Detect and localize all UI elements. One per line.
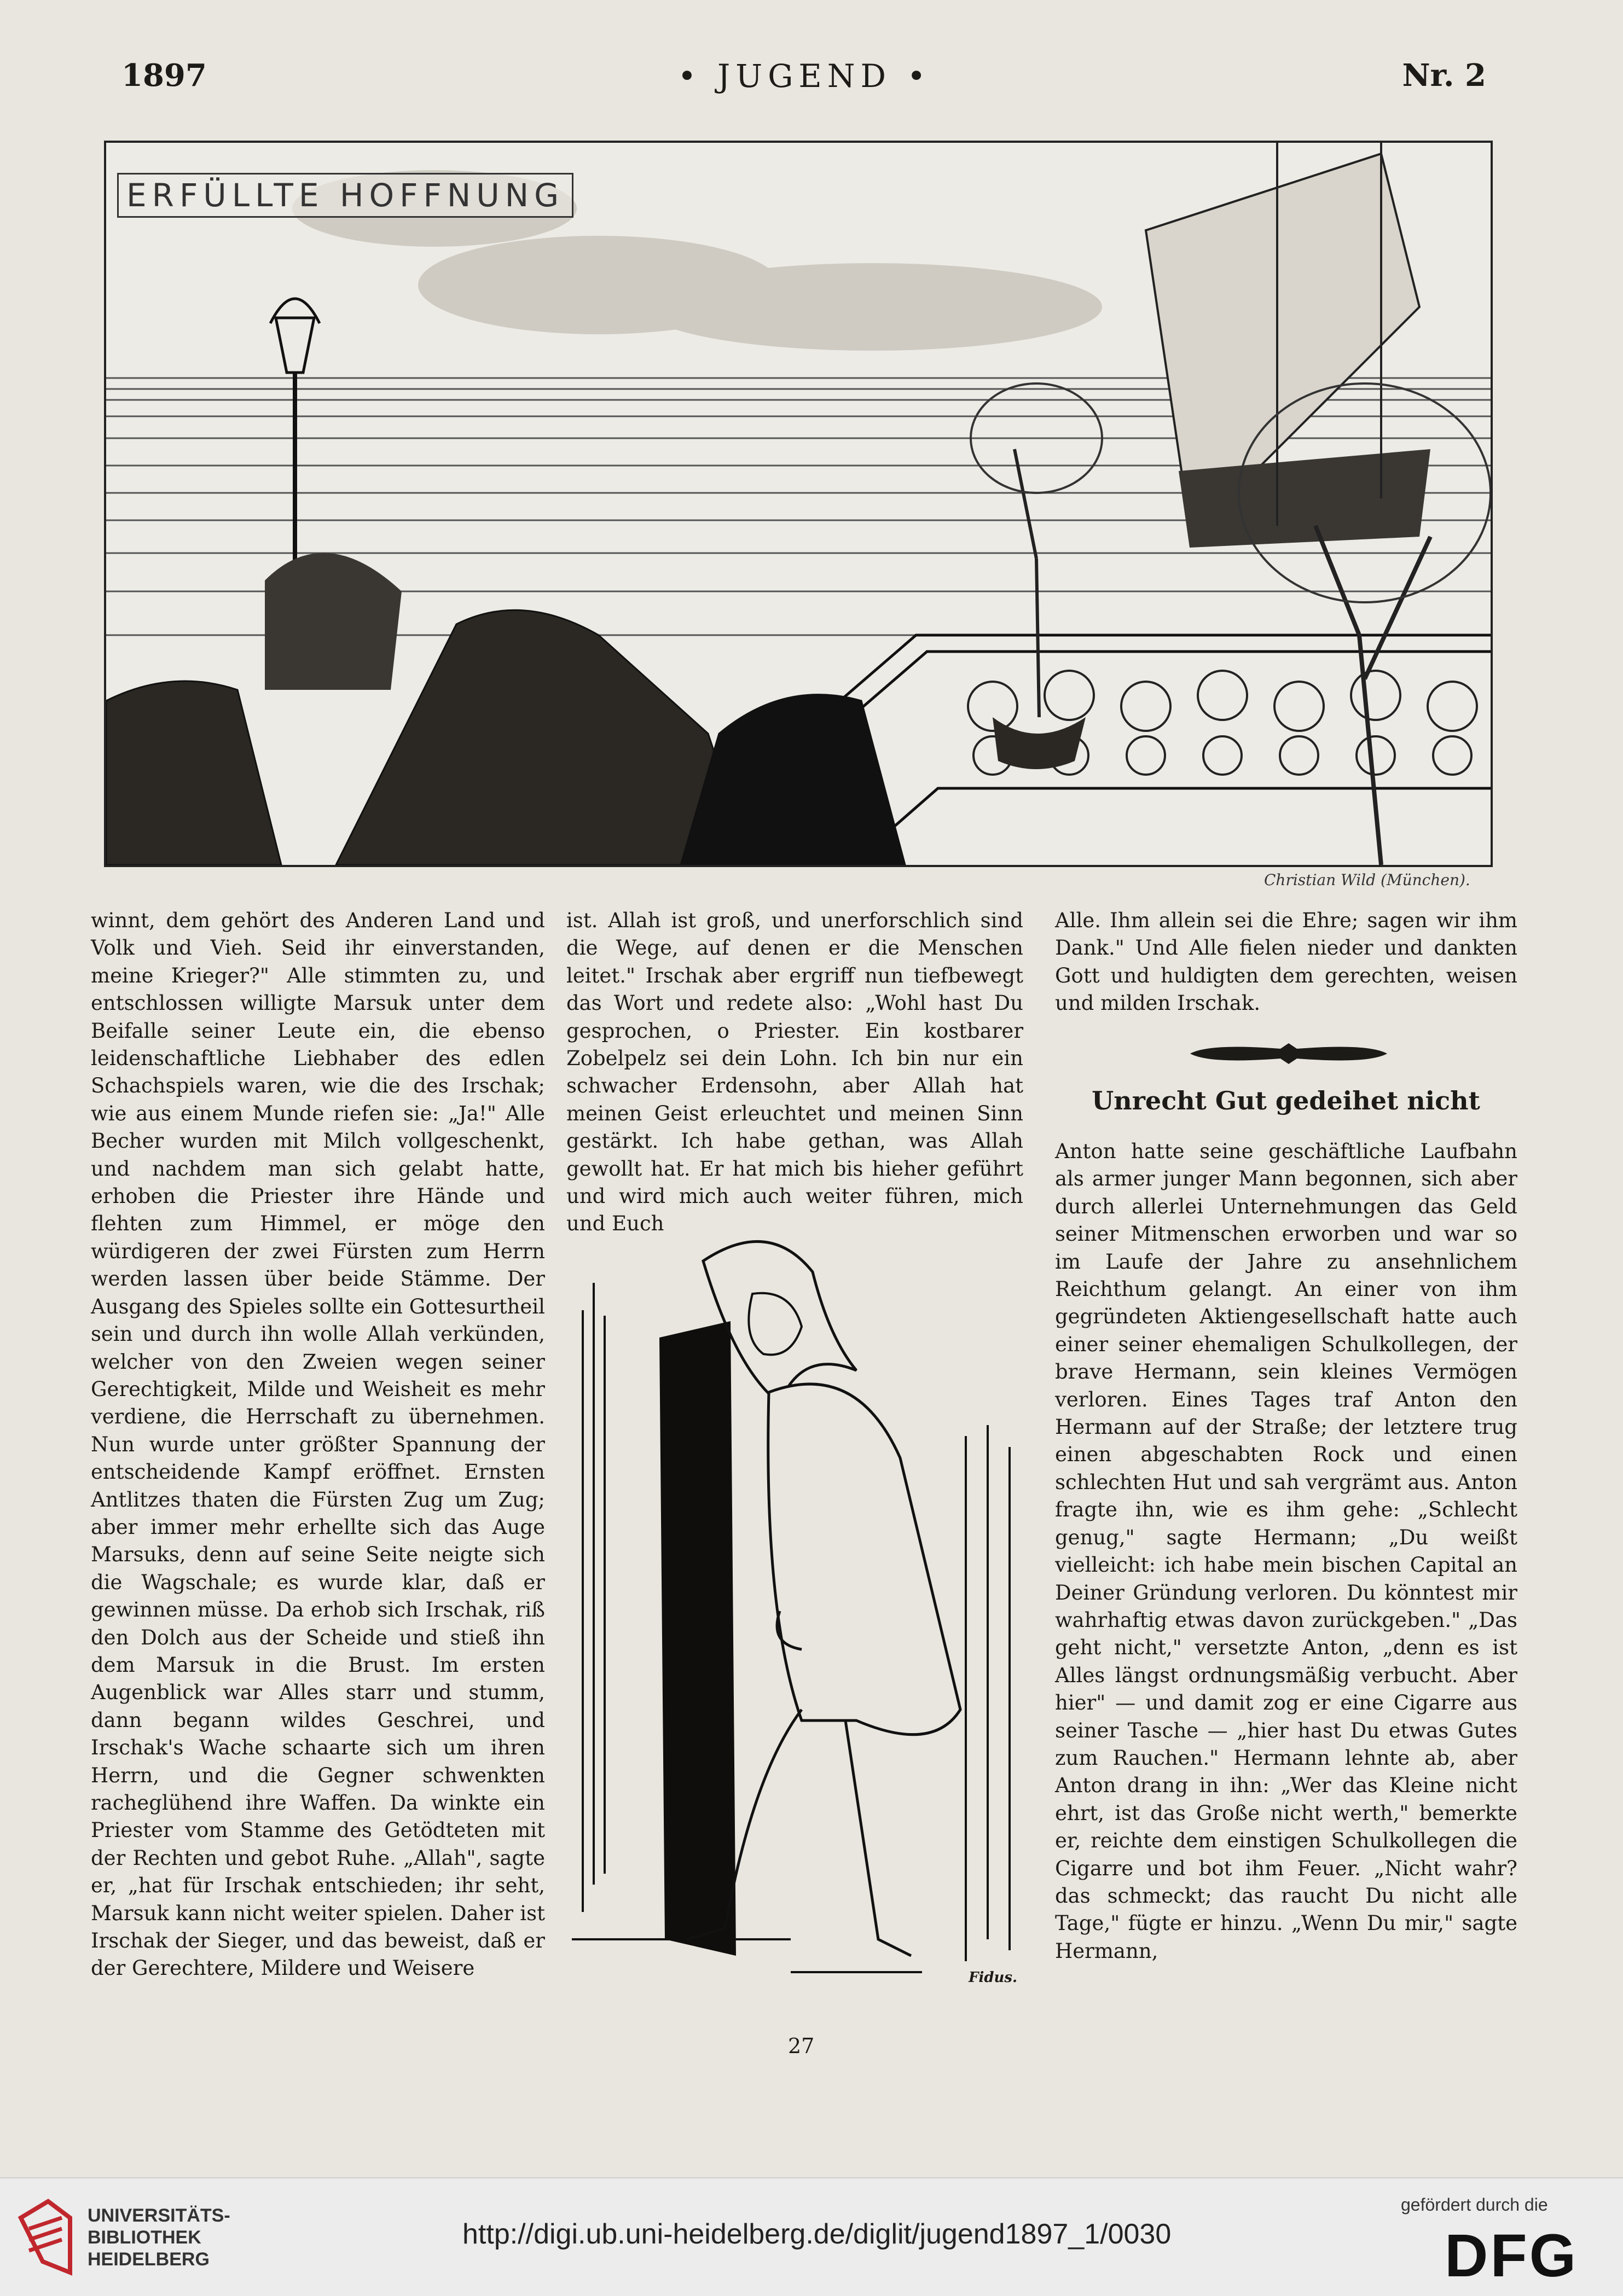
top-illustration-credit: Christian Wild (München). <box>1264 871 1470 889</box>
column1-text: winnt, dem gehört des Anderen Land und Volk und Vieh. Seid ihr einverstanden, meine Krieger?" Alle stimmten zu, und entschlossen willigte Marsuk unter dem Beifalle seiner Leute ein, die ebenso leidenschaftliche Liebhaber des edlen Schachspiels waren, wie die des Irschak; wie aus einem Munde riefen sie: „Ja!" Alle Becher wurden mit Milch vollgeschenkt, und nachdem man sich gelabt hatte, erhoben die Priester ihre Hände und flehten zum Himmel, er möge den würdigeren der zwei Fürsten zum Herrn werden lassen über beide Stämme. Der Ausgang des Spieles sollte ein Gottesurtheil sein und durch ihn wolle Allah verkünden, welcher von den Zweien wegen seiner Gerechtigkeit, Milde und Weisheit es mehr verdiene, die Herrschaft zu übernehmen. Nun wurde unter größter Spannung der entscheidende Kampf eröffnet. Ernsten Antlitzes thaten die Fürsten Zug um Zug; aber immer mehr erhellte sich das Auge Marsuks, denn auf seine Seite neigte sich die Wagschale; es wurde klar, daß er gewinnen müsse. Da erhob sich Irschak, riß den Dolch aus der Scheide und stieß ihn dem Marsuk in die Brust. Im ersten Augenblick war Alles starr und stumm, dann begann wildes Geschrei, und Irschak's Wache schaarte sich um ihren Herrn, und die Gegner schwenkten racheglühend ihre Waffen. Da winkte ein Priester vom Stamme des Getödteten mit der Rechten und gebot Ruhe. „Allah", sagte er, „hat für Irschak entschieden; ihr seht, Marsuk kann nicht weiter spielen. Daher ist Irschak der Sieger, und das beweist, daß er der Gerechtere, Mildere und Weisere <box>91 909 545 1980</box>
text-column-1 <box>91 907 545 1983</box>
balcony-sea-scene <box>106 143 1491 865</box>
mid-illustration-credit: Fidus. <box>969 1969 1018 1986</box>
article-text: Anton hatte seine geschäftliche Laufbahn als armer junger Mann begonnen, sich aber durch allerlei Unternehmungen das Geld seiner Mitmenschen erworben und war so im Laufe der Jahre zu ansehnlichem Reichthum gelangt. An einer von ihm gegründeten Aktiengesellschaft hatte auch einer seiner ehemaligen Schulkollegen, der brave Hermann, sein kleines Vermögen verloren. Eines Tages traf Anton den Hermann auf der Straße; der letztere trug einen abgeschabten Rock und einen schlechten Hut und sah vergrämt aus. Anton fragte ihn, wie es ihm gehe: „Schlecht genug," sagte Hermann; „Du weißt vielleicht: ich habe mein bischen Capital an Deiner Gründung verloren. Du könntest mir wahrhaftig etwas davon zurückgeben." „Das geht nicht," versetzte Anton, „denn es ist Alles längst ordnungsmäßig verbucht. Aber hier" — und damit zog er eine Cigarre aus seiner Tasche — „hier hast Du etwas Gutes zum Rauchen." Hermann lehnte ab, aber Anton drang in ihn: „Wer das Kleine nicht ehrt, ist das Große nicht werth," bemerkte er, reichte dem einstigen Schulkollegen die Cigarre und bot ihm Feuer. „Nicht wahr? das schmeckt; das raucht Du nicht alle Tage," fügte er hinzu. „Wenn Du mir," sagte Hermann, <box>1055 1140 1517 1963</box>
library-name: UNIVERSITÄTS- BIBLIOTHEK HEIDELBERG <box>88 2205 230 2270</box>
article-body <box>1055 1138 1517 1965</box>
dfg-logo: DFG <box>1445 2222 1579 2289</box>
column2-text: ist. Allah ist groß, und unerforschlich sind die Wege, auf denen er die Menschen leitet." Irschak aber ergriff nun tiefbewegt das Wort und redete also: „Wohl hast Du gesprochen, o Priester. Ein kostbarer Zobelpelz sei dein Lohn. Ich bin nur ein schwacher Erdensohn, aber Allah hat meinen Geist erleuchtet und meinen Sinn gestärkt. Ich habe gethan, was Allah gewollt hat. Er hat mich bis hieher geführt und wird mich auch weiter führen, mich und Euch <box>566 909 1023 1236</box>
girl-in-doorway-illustration <box>572 1228 1026 1994</box>
top-illustration <box>104 141 1493 867</box>
page-number: 27 <box>788 2034 815 2058</box>
funding-label: gefördert durch die <box>1401 2195 1548 2214</box>
header-title: • JUGEND • <box>677 57 931 95</box>
viewer-footer <box>0 2177 1623 2296</box>
document-url-link[interactable]: http://digi.ub.uni-heidelberg.de/diglit/jugend1897_1/0030 <box>462 2218 1172 2250</box>
library-logo-icon <box>15 2196 76 2278</box>
header-year: 1897 <box>121 57 207 94</box>
text-column-2 <box>566 907 1023 1238</box>
article-title: Unrecht Gut gedeihet nicht <box>1092 1086 1480 1115</box>
text-column-3 <box>1055 907 1517 1018</box>
section-divider-ornament <box>1187 1041 1390 1066</box>
column3-intro-text: Alle. Ihm allein sei die Ehre; sagen wir ihm Dank." Und Alle fielen nieder und dankten Gott und huldigten dem gerechten, weisen und milden Irschak. <box>1055 909 1517 1015</box>
illustration-title: ERFÜLLTE HOFFNUNG <box>117 173 573 218</box>
header-issue: Nr. 2 <box>1402 57 1486 94</box>
